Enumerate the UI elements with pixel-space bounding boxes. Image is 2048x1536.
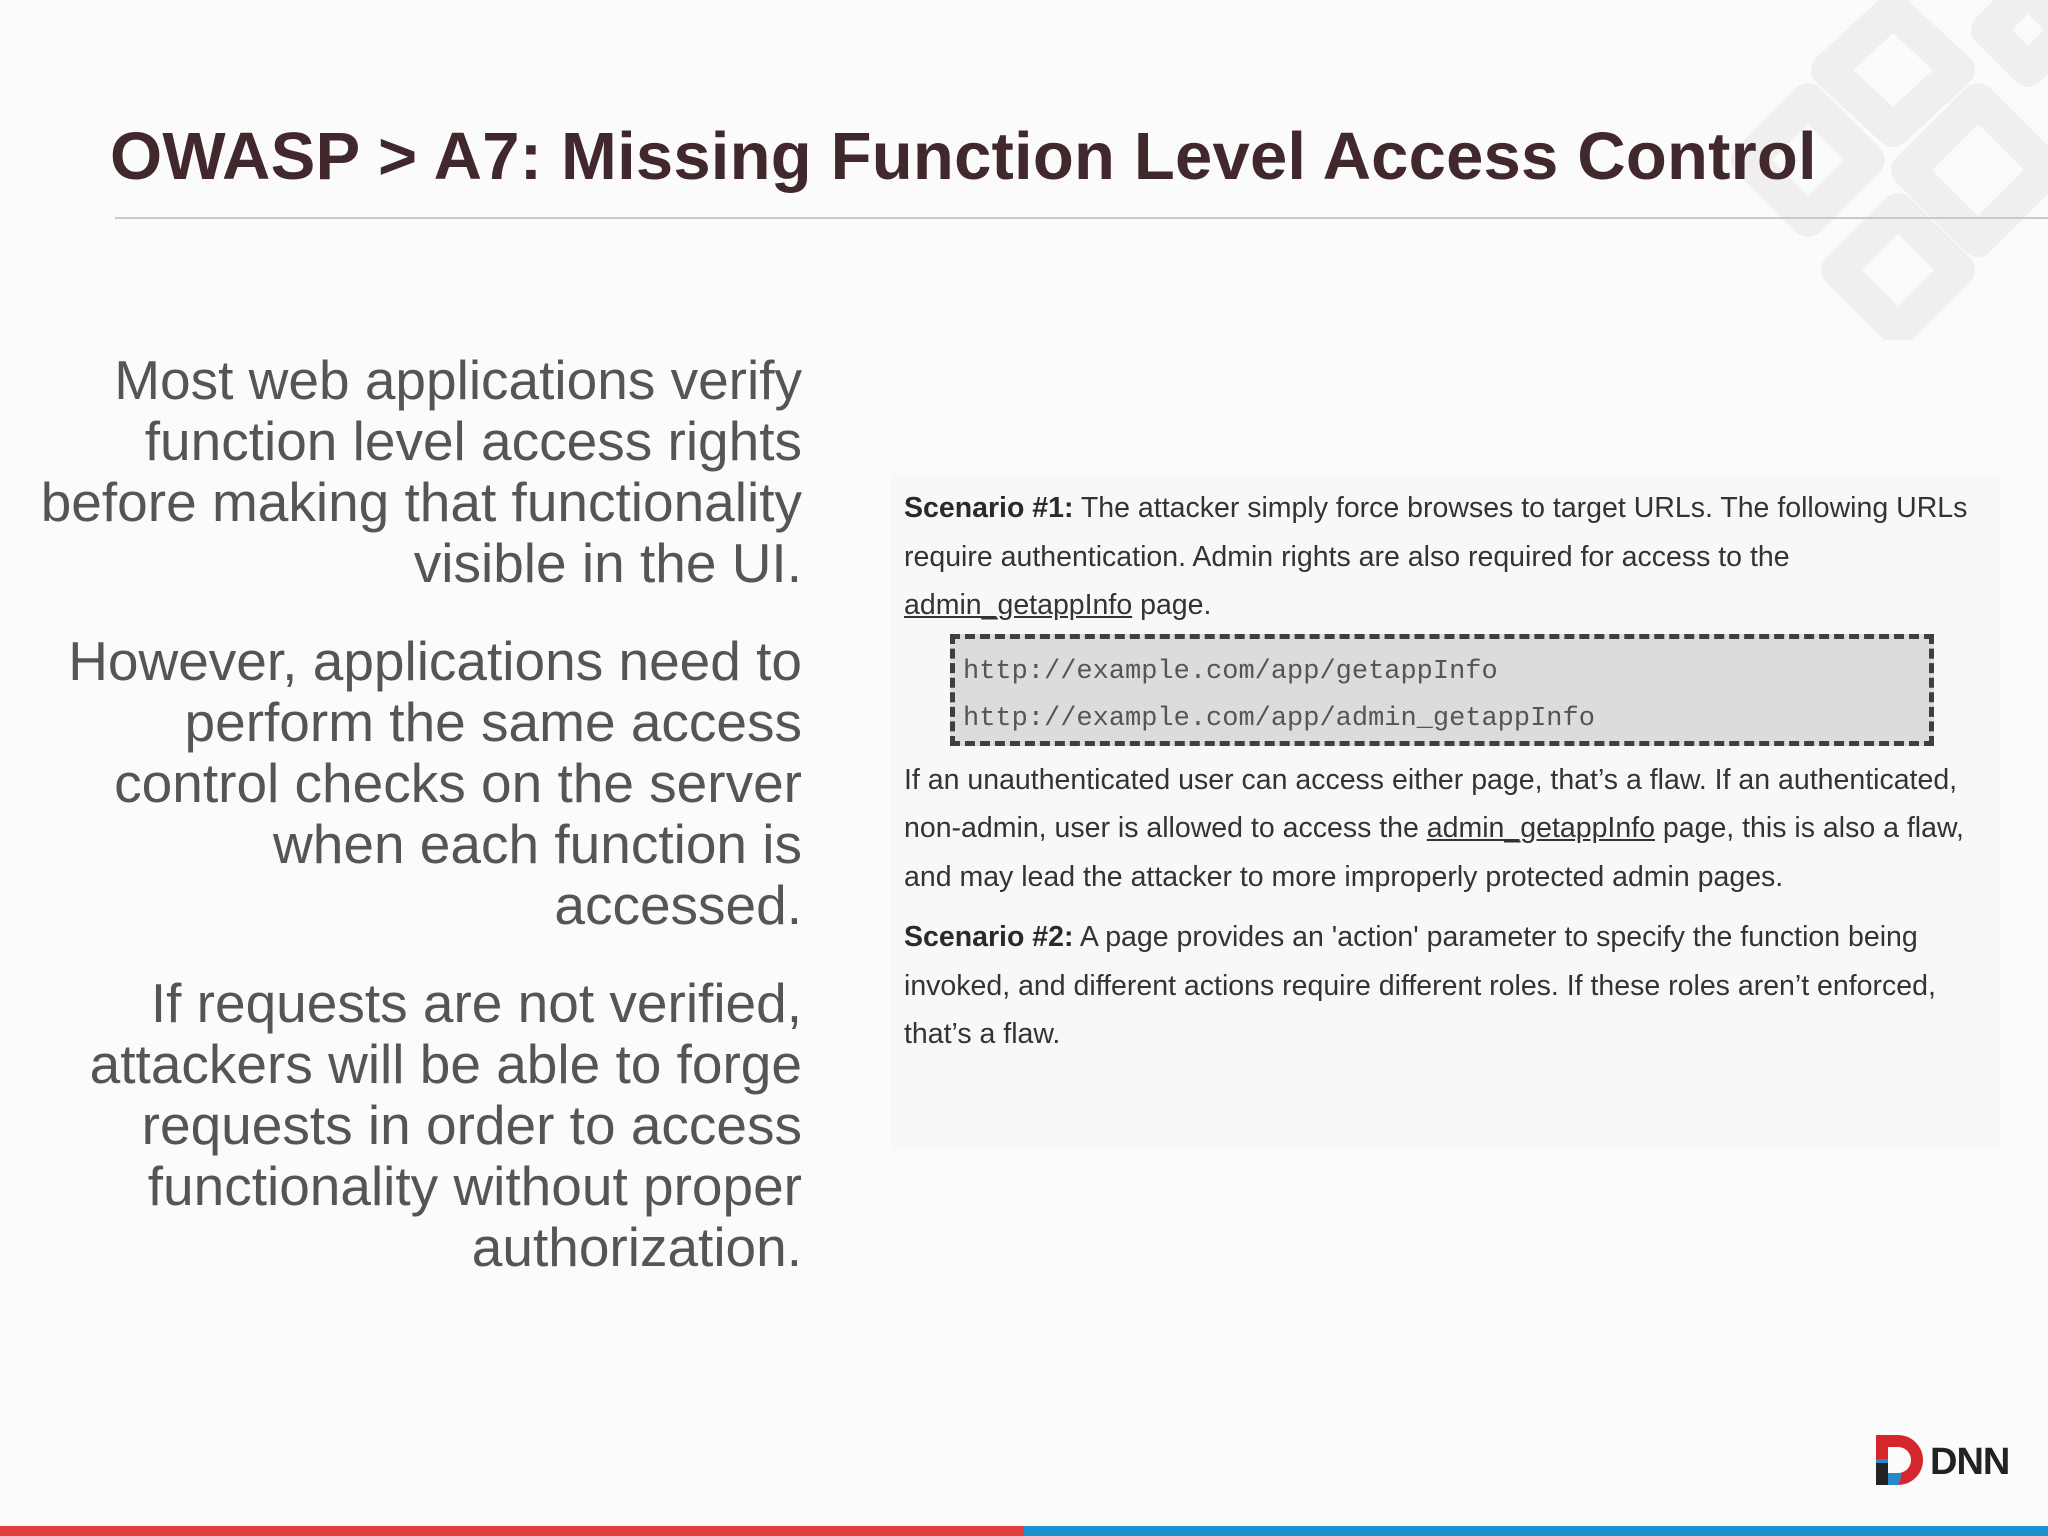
- owasp-excerpt-image: [890, 474, 2000, 1150]
- body-paragraph: However, applications need to perform the same access control checks on the server when each function is accessed.: [68, 630, 802, 936]
- flaw-paragraph: [904, 756, 1994, 902]
- title-divider: [115, 217, 2048, 219]
- admin-getappinfo-link[interactable]: admin_getappInfo: [1426, 812, 1655, 844]
- scenario-1-text: The attacker simply force browses to target URLs. The following URLs require authentication. Admin rights are also required for access to the: [904, 492, 1968, 573]
- code-line: http://example.com/app/admin_getappInfo: [963, 703, 1595, 734]
- scenario-2-paragraph: [904, 913, 1994, 1059]
- code-line: http://example.com/app/getappInfo: [963, 656, 1498, 687]
- slide-title: OWASP > A7: Missing Function Level Access Control: [110, 119, 1817, 194]
- footer-bar-red: [0, 1526, 1024, 1536]
- body-paragraph: If requests are not verified, attackers will be able to forge requests in order to access functionality without proper authorization.: [89, 972, 802, 1278]
- dnn-logo-text: DNN: [1930, 1441, 2010, 1483]
- body-paragraph: Most web applications verify function level access rights before making that functionality visible in the UI.: [40, 349, 802, 594]
- footer-bar-blue: [1024, 1526, 2048, 1536]
- scenario-2-label: Scenario #2:: [904, 921, 1074, 953]
- code-block: [950, 634, 1934, 746]
- scenario-2-text: A page provides an 'action' parameter to specify the function being invoked, and different actions require different roles. If these roles aren’t enforced, that’s a flaw.: [904, 921, 1936, 1050]
- admin-getappinfo-link[interactable]: admin_getappInfo: [904, 589, 1133, 621]
- flaw-text-after: page, this is also a flaw, and may lead the attacker to more improperly protected admin pages.: [904, 812, 1964, 893]
- body-text: [40, 350, 802, 1315]
- scenario-1-paragraph: [904, 484, 1994, 630]
- flaw-text-before: If an unauthenticated user can access either page, that’s a flaw. If an authenticated, non-admin, user is allowed to access the: [904, 763, 1958, 844]
- scenario-1-after: page.: [1132, 589, 1212, 621]
- scenario-1-label: Scenario #1:: [904, 492, 1074, 524]
- dnn-logo-icon: [1872, 1433, 1926, 1487]
